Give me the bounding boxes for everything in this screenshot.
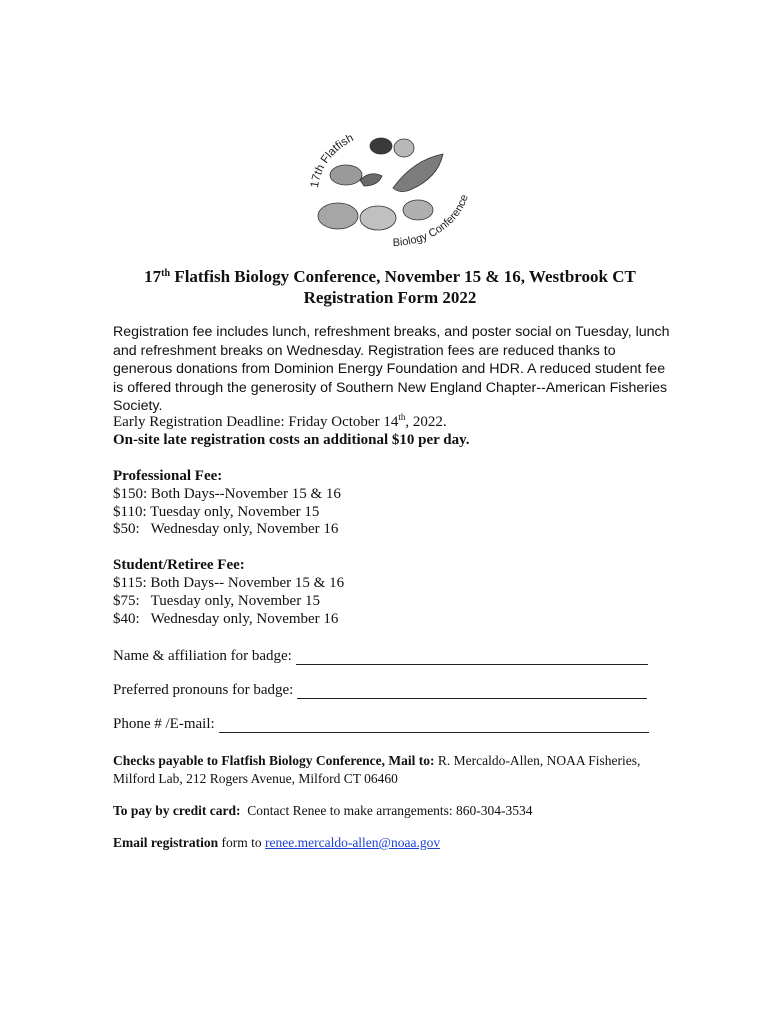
flatfish-logo-icon [298, 118, 478, 256]
fish-dark-icon [370, 138, 392, 154]
name-affiliation-field [113, 647, 648, 665]
credit-card-bold: To pay by credit card: [113, 803, 241, 818]
professional-fee-both: $150: Both Days--November 15 & 16 [113, 486, 341, 502]
phone-email-blank[interactable] [219, 718, 649, 733]
student-heading: Student/Retiree Fee: [113, 557, 245, 573]
phone-email-label: Phone # /E-mail: [113, 716, 215, 732]
title-line-2: Registration Form 2022 [303, 288, 477, 307]
checks-payable-address: R. Mercaldo-Allen, NOAA Fisheries, [434, 753, 641, 768]
pronouns-blank[interactable] [297, 684, 647, 699]
phone-email-field [113, 715, 649, 733]
pronouns-field [113, 681, 647, 699]
professional-fee-tuesday: $110: Tuesday only, November 15 [113, 504, 320, 520]
deadline-suffix: th [398, 412, 406, 422]
professional-fee-wednesday: $50: Wednesday only, November 16 [113, 521, 339, 537]
logo-text-bottom: Biology Conference [392, 193, 471, 250]
form-title [100, 266, 680, 308]
email-registration [113, 834, 440, 852]
professional-heading: Professional Fee: [113, 468, 223, 484]
checks-address-line-2: Milford Lab, 212 Rogers Avenue, Milford CT 06460 [113, 771, 398, 786]
name-affiliation-label: Name & affiliation for badge: [113, 648, 292, 664]
name-affiliation-blank[interactable] [296, 650, 648, 665]
deadline-prefix: Early Registration Deadline: Friday October 14 [113, 414, 399, 430]
fish-small-icon [394, 139, 414, 157]
student-fee-tuesday: $75: Tuesday only, November 15 [113, 593, 320, 609]
deadline-tail: , 2022. [405, 414, 447, 430]
logo-text-top: 17th Flatfish [309, 132, 356, 189]
fish-mid-icon [360, 174, 382, 186]
title-line-1 [100, 266, 680, 287]
student-fee-wednesday: $40: Wednesday only, November 16 [113, 611, 339, 627]
late-registration-note: On-site late registration costs an additional $10 per day. [113, 432, 470, 448]
email-registration-bold: Email registration [113, 835, 219, 850]
student-fee-both: $115: Both Days-- November 15 & 16 [113, 575, 345, 591]
fish-bottom-right-icon [403, 200, 433, 220]
fish-left-icon [330, 165, 362, 185]
title-ordinal: 17 [144, 267, 162, 286]
checks-payable [113, 752, 683, 770]
fish-bottom-left-icon [318, 203, 358, 229]
fish-large-icon [393, 154, 443, 192]
early-deadline [113, 413, 447, 431]
credit-card-info [113, 802, 533, 820]
title-line-1-text: Flatfish Biology Conference, November 15 & 16, Westbrook CT [170, 267, 636, 286]
pronouns-label: Preferred pronouns for badge: [113, 682, 294, 698]
intro-paragraph: Registration fee includes lunch, refreshment breaks, and poster social on Tuesday, lunch and refreshment breaks on Wednesday. Registration fees are reduced thanks to generous donations from Dominion Energy Foundation and HDR. A reduced student fee is offered through the generosity of Southern New England Chapter--American Fisheries Society. [113, 324, 670, 414]
fish-bottom-mid-icon [360, 206, 396, 230]
checks-payable-bold: Checks payable to Flatfish Biology Conference, Mail to: [113, 753, 435, 768]
email-registration-text: form to [218, 835, 265, 850]
svg-text:Biology Conference [392, 193, 470, 249]
title-ordinal-suffix: th [161, 268, 171, 279]
email-link[interactable]: renee.mercaldo-allen@noaa.gov [265, 835, 441, 850]
credit-card-contact: Contact Renee to make arrangements: 860-304-3534 [240, 803, 533, 818]
